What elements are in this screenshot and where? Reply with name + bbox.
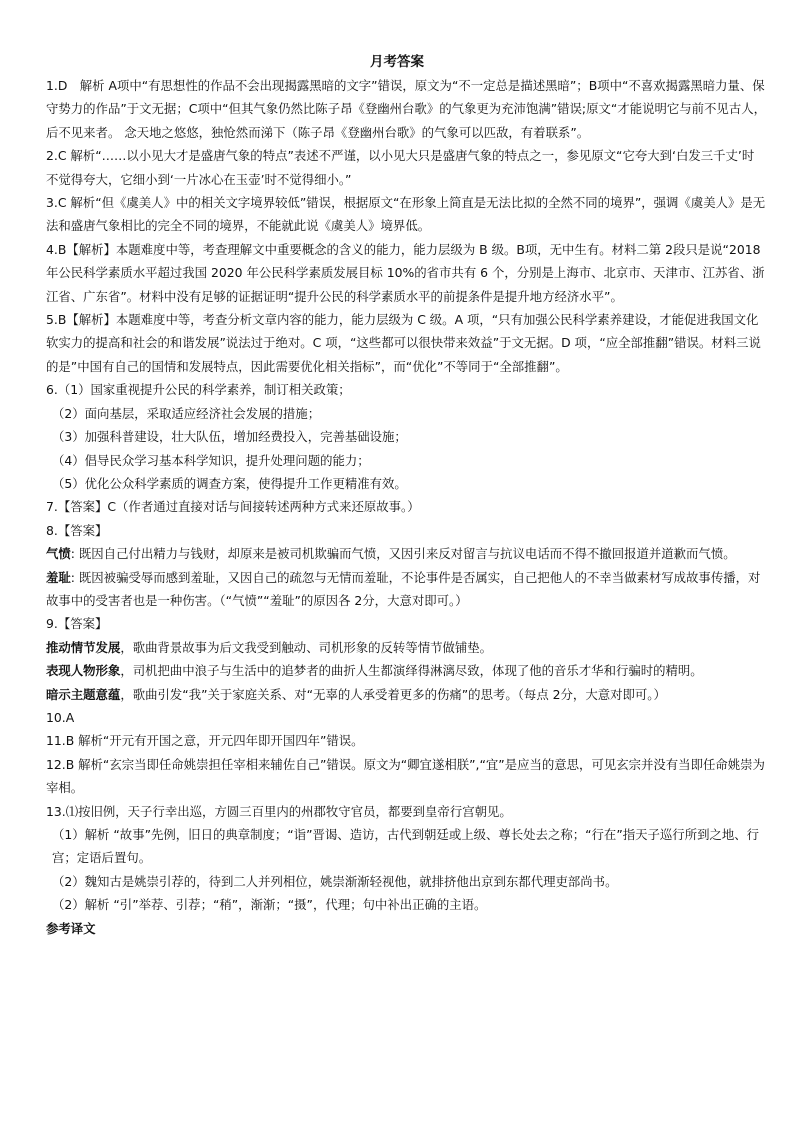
answer-q4: 4.B【解析】本题难度中等，考查理解文中重要概念的含义的能力，能力层级为 B 级。B项，无中生有。材料二第 2段只是说“2018 年公民科学素质水平超过我国 2020 年公民科学素质发展目标 10%的省市共有 6 个，分别是上海市、北京市、天津市、江苏省、浙江省、广东省”。材料中没有足够的证据证明“提升公民的科学素质水平的前提条件是提升地方经济水平”。 [46,241,765,304]
reference-translation-heading: 参考译文 [46,920,96,936]
anger-text: : 既因自己付出精力与钱财，却原来是被司机欺骗而气愤，又因引来反对留言与抗议电话而不得不撤回报道并道歉而气愤。 [70,546,736,562]
plot-label: 推动情节发展 [46,639,121,655]
answer-q6-line: （4）倡导民众学习基本科学知识，提升处理问题的能力； [52,452,370,468]
answer-q6-line: （5）优化公众科学素质的调查方案，使得提升工作更精准有效。 [52,475,407,491]
plot-text: ，歌曲背景故事为后文我受到触动、司机形象的反转等情节做铺垫。 [120,639,493,655]
answer-q6-line: （3）加强科普建设，壮大队伍，增加经费投入，完善基础设施； [52,429,407,445]
answer-q13-note-2: （2）解析 “引”举荐、引荐；“稍”，渐渐；“摄”，代理；句中补出正确的主语。 [52,897,487,913]
answer-q9-plot [46,636,766,659]
answer-q13-translation-2: （2）魏知古是姚崇引荐的，待到二人并列相位，姚崇渐渐轻视他，就排挤他出京到东都代理吏部尚书。 [52,873,618,889]
anger-label: 气愤 [46,546,71,562]
answer-q7: 7.【答案】C（作者通过直接对话与间接转述两种方式来还原故事。） [46,499,420,515]
character-label: 表现人物形象 [46,663,121,679]
theme-text: ，歌曲引发“我”关于家庭关系、对“无辜的人承受着更多的伤痛”的思考。（每点 2分，大意对即可。） [120,686,666,702]
answer-q5: 5.B【解析】本题难度中等，考查分析文章内容的能力，能力层级为 C 级。A 项，“只有加强公民科学素养建设，才能促进我国文化软实力的提高和社会的和谐发展”说法过于绝对。C 项，“这些都可以很快带来效益”于文无据。D 项，“应全部推翻”错误。材料三说的是”中国有自己的国情和发展特点，因此需要优化相关指标”，而“优化”不等同于“全部推翻”。 [46,312,761,374]
shame-label: 羞耻 [46,569,71,585]
answer-q11: 11.B 解析“开元有开国之意，开元四年即开国四年”错误。 [46,733,364,749]
page-title: 月考答案 [370,54,424,70]
answer-q10: 10.A [46,709,75,725]
answer-q6-line: （2）面向基层，采取适应经济社会发展的措施； [52,405,321,421]
answer-q8-anger [46,542,766,565]
answer-q8-head: 8.【答案】 [46,522,108,538]
answer-q13-translation-1: 13.⑴按旧例，天子行幸出巡，方圆三百里内的州郡牧守官员，都要到皇帝行宫朝见。 [46,803,512,819]
answer-q6-line: 6.（1）国家重视提升公民的科学素养，制订相关政策； [46,382,351,398]
answer-q1: 1.D 解析 A项中“有思想性的作品不会出现揭露黑暗的文字”错误，原文为“不一定总是描述黑暗”；B项中“不喜欢揭露黑暗力量、保守势力的作品”于文无据；C项中“但其气象仍然比陈子昂《登幽州台歌》的气象更为充沛饱满”错误;原文“才能说明它与前不见古人，后不见来者。 念天地之悠悠，独怆然而涕下（陈子昂《登幽州台歌》的气象可以匹敌，有着联系”。 [46,78,766,140]
answer-q9-character [46,659,766,682]
answer-q2: 2.C 解析“……以小见大才是盛唐气象的特点”表述不严谨，以小见大只是盛唐气象的特点之一，参见原文“它夸大到‘白发三千丈’时不觉得夸大，它细小到‘一片冰心在玉壶’时不觉得细小。” [46,148,755,187]
answer-q13-note-1: （1）解析 “故事”先例，旧日的典章制度；“诣”晋谒、造访，古代到朝廷或上级、尊长处去之称；“行在”指天子巡行所到之地、行宫；定语后置句。 [52,827,760,866]
answer-q3: 3.C 解析“但《虞美人》中的相关文字境界较低”错误，根据原文“在形象上简直是无法比拟的全然不同的境界”，强调《虞美人》是无法和盛唐气象相比的完全不同的境界，不能就此说《虞美人》境界低。 [46,195,766,234]
answer-q9-head: 9.【答案】 [46,616,108,632]
character-text: ，司机把曲中浪子与生活中的追梦者的曲折人生都演绎得淋漓尽致，体现了他的音乐才华和行骗时的精明。 [120,663,703,679]
theme-label: 暗示主题意蕴 [46,686,121,702]
answer-q9-theme [46,683,766,706]
answer-content [46,74,766,940]
shame-text: : 既因被骗受辱而感到羞耻，又因自己的疏忽与无情而羞耻，不论事件是否属实，自己把他人的不幸当做素材写成故事传播，对故事中的受害者也是一种伤害。（“气愤”“羞耻”的原因各 2分，大意对即可。） [46,569,761,608]
answer-q8-shame [46,566,766,613]
answer-q12: 12.B 解析“玄宗当即任命姚崇担任宰相来辅佐自己”错误。原文为“卿宜遂相朕”,“宜”是应当的意思，可见玄宗并没有当即任命姚崇为宰相。 [46,756,765,796]
